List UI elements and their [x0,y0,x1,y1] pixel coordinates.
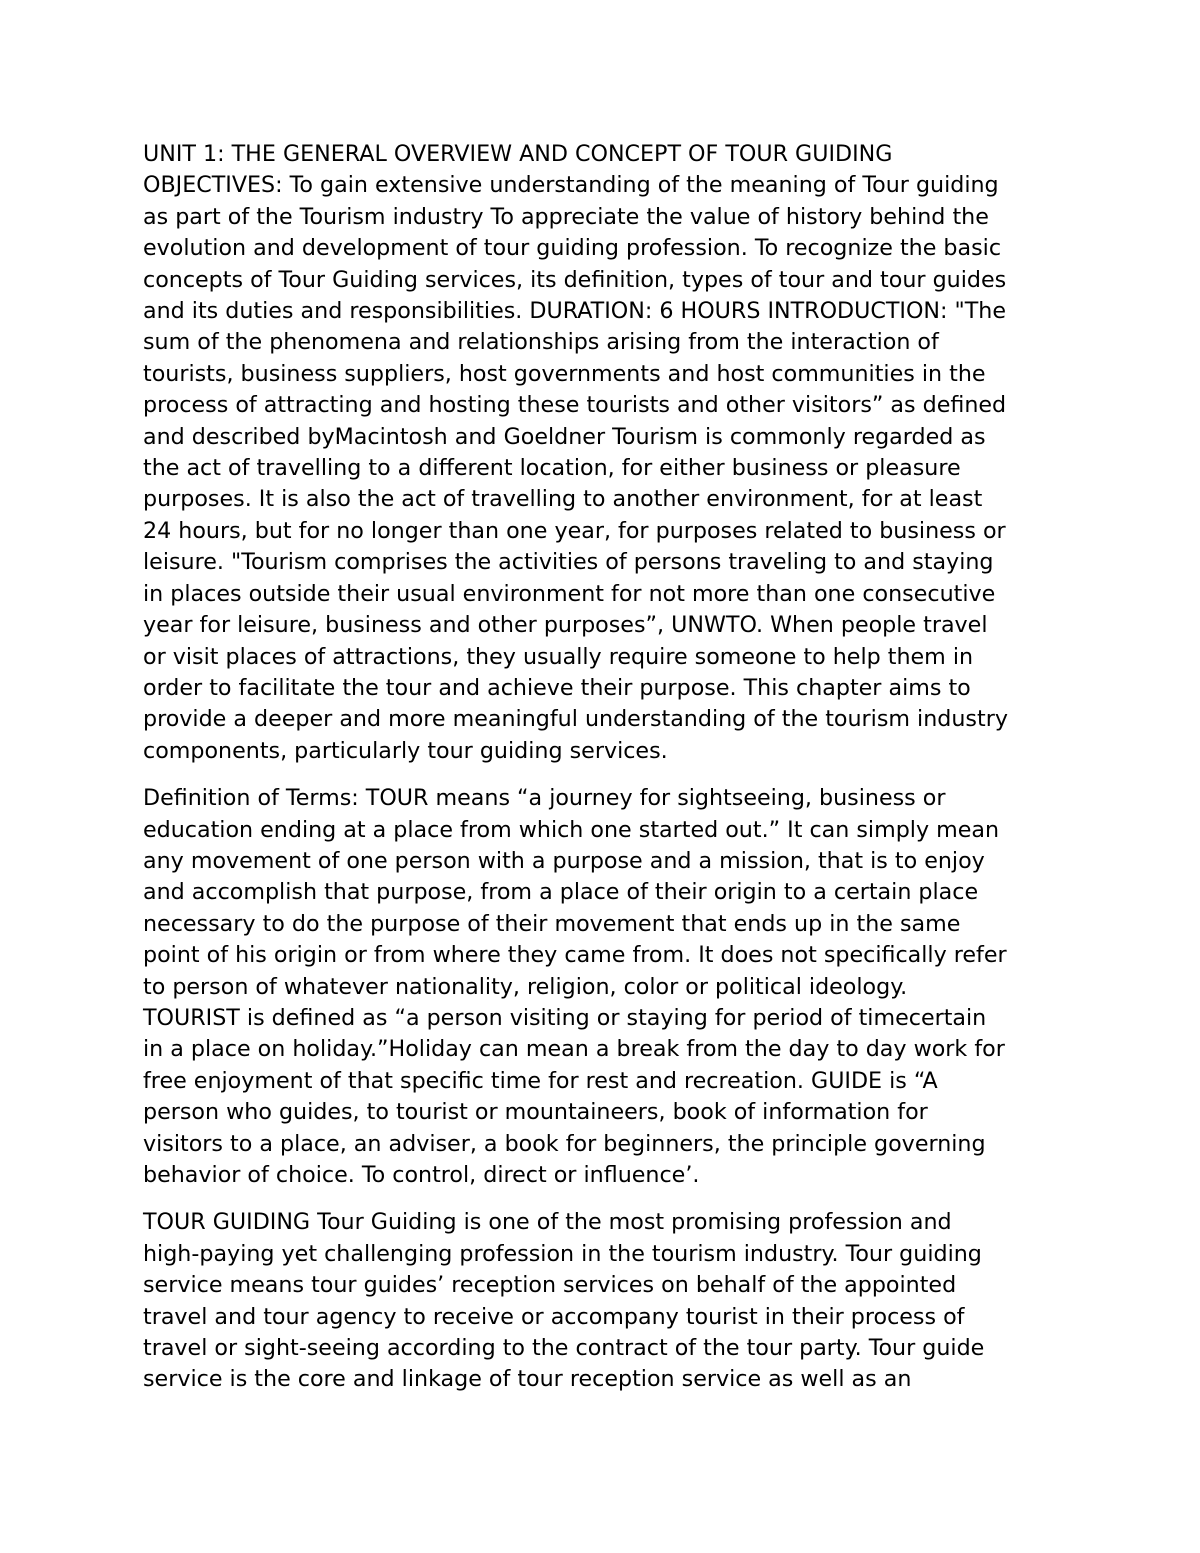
text-line: UNIT 1: THE GENERAL OVERVIEW AND CONCEPT OF TOUR GUIDING [143,141,893,167]
document-body [143,139,1068,1412]
text-line: provide a deeper and more meaningful understanding of the tourism industry [143,706,1008,733]
text-line: free enjoyment of that specific time for rest and recreation. GUIDE is “A [143,1067,938,1094]
text-line: travel or sight-seeing according to the contract of the tour party. Tour guide [143,1335,985,1362]
text-line: as part of the Tourism industry To appreciate the value of history behind the [143,203,989,230]
text-line: necessary to do the purpose of their movement that ends up in the same [143,910,961,937]
text-line: Definition of Terms: TOUR means “a journey for sightseeing, business or [143,785,946,812]
text-line: visitors to a place, an adviser, a book for beginners, the principle governing [143,1130,986,1157]
text-line: leisure. "Tourism comprises the activities of persons traveling to and staying [143,549,994,576]
text-line: evolution and development of tour guiding profession. To recognize the basic [143,235,1002,262]
text-line: tourists, business suppliers, host governments and host communities in the [143,360,986,387]
text-line: service is the core and linkage of tour reception service as well as an [143,1366,912,1393]
text-line: travel and tour agency to receive or accompany tourist in their process of [143,1303,965,1330]
text-line: in places outside their usual environment for not more than one consecutive [143,580,996,607]
text-line: and its duties and responsibilities. DURATION: 6 HOURS INTRODUCTION: "The [143,298,1007,325]
text-line: purposes. It is also the act of travelling to another environment, for at least [143,486,983,513]
text-line: to person of whatever nationality, religion, color or political ideology. [143,973,908,1000]
text-line: process of attracting and hosting these tourists and other visitors” as defined [143,392,1007,419]
text-line: OBJECTIVES: To gain extensive understanding of the meaning of Tour guiding [143,172,999,199]
text-line: service means tour guides’ reception services on behalf of the appointed [143,1272,957,1299]
text-line: education ending at a place from which one started out.” It can simply mean [143,816,1000,843]
text-line: the act of travelling to a different location, for either business or pleasure [143,455,961,482]
text-line: behavior of choice. To control, direct or influence’. [143,1162,700,1188]
text-line: 24 hours, but for no longer than one year, for purposes related to business or [143,517,1006,544]
paragraph-introduction [143,139,1068,767]
text-line: in a place on holiday.”Holiday can mean a break from the day to day work for [143,1036,1005,1063]
text-line: and described byMacintosh and Goeldner Tourism is commonly regarded as [143,423,986,450]
paragraph-definition-of-terms [143,783,1068,1191]
paragraph-tour-guiding [143,1207,1068,1395]
text-line: TOUR GUIDING Tour Guiding is one of the most promising profession and [143,1209,952,1236]
text-line: person who guides, to tourist or mountaineers, book of information for [143,1099,928,1126]
text-line: point of his origin or from where they came from. It does not specifically refer [143,942,1007,969]
text-line: TOURIST is defined as “a person visiting or staying for period of timecertain [143,1004,987,1031]
text-line: and accomplish that purpose, from a place of their origin to a certain place [143,879,979,906]
text-line: concepts of Tour Guiding services, its definition, types of tour and tour guides [143,266,1007,293]
text-line: or visit places of attractions, they usually require someone to help them in [143,643,974,670]
text-line: year for leisure, business and other purposes”, UNWTO. When people travel [143,612,988,639]
text-line: order to facilitate the tour and achieve their purpose. This chapter aims to [143,674,971,701]
text-line: components, particularly tour guiding services. [143,737,668,764]
text-line: high-paying yet challenging profession in the tourism industry. Tour guiding [143,1240,982,1267]
text-line: any movement of one person with a purpose and a mission, that is to enjoy [143,847,985,874]
text-line: sum of the phenomena and relationships arising from the interaction of [143,329,939,356]
